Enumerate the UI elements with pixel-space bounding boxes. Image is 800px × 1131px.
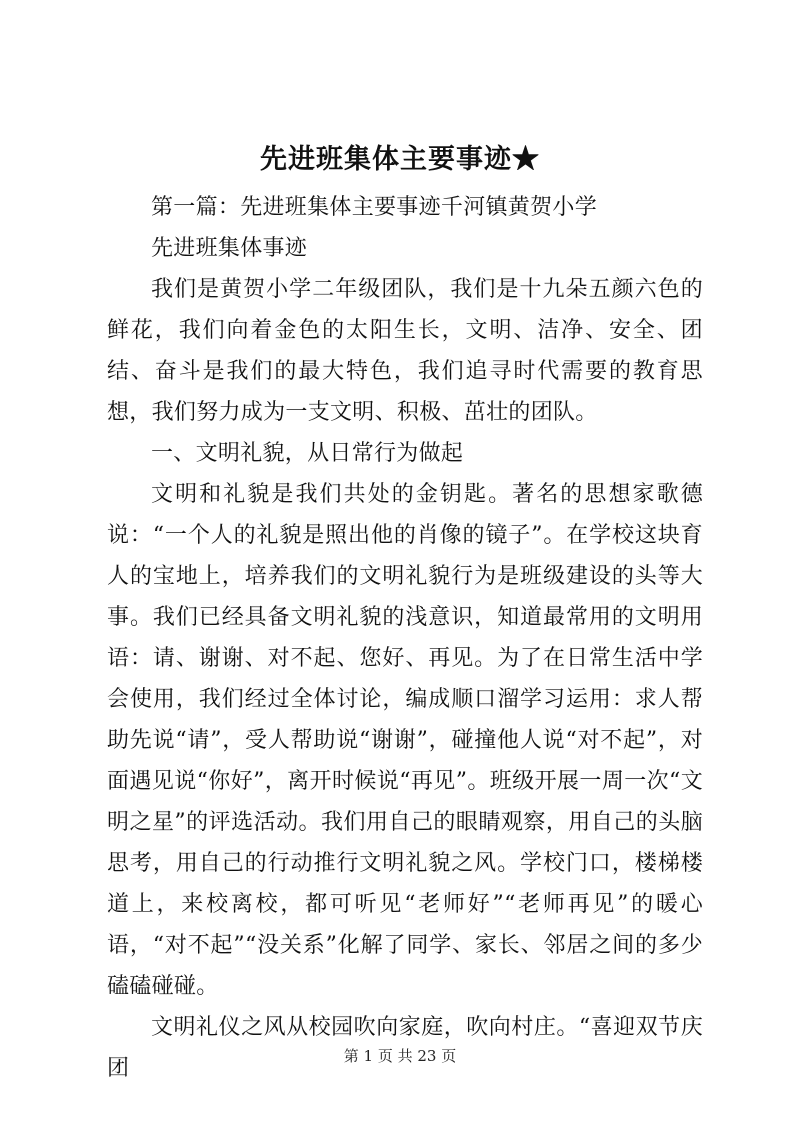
section-heading: 一、文明礼貌，从日常行为做起: [151, 441, 464, 466]
document-body: [107, 187, 703, 1089]
document-title: 先进班集体主要事迹★: [260, 144, 540, 175]
chapter-heading: 第一篇：先进班集体主要事迹千河镇黄贺小学: [151, 195, 598, 220]
intro-paragraph: 我们是黄贺小学二年级团队，我们是十九朵五颜六色的鲜花，我们向着金色的太阳生长，文明、洁净、安全、团结、奋斗是我们的最大特色，我们追寻时代需要的教育思想，我们努力成为一支文明、积极、茁壮的团队。: [107, 277, 703, 425]
body-paragraph: 文明和礼貌是我们共处的金钥匙。著名的思想家歌德说：“一个人的礼貌是照出他的肖像的镜子”。在学校这块育人的宝地上，培养我们的文明礼貌行为是班级建设的头等大事。我们已经具备文明礼貌的浅意识，知道最常用的文明用语：请、谢谢、对不起、您好、再见。为了在日常生活中学会使用，我们经过全体讨论，编成顺口溜学习运用：求人帮助先说“请”，受人帮助说“谢谢”，碰撞他人说“对不起”，对面遇见说“你好”，离开时候说“再见”。班级开展一周一次“文明之星”的评选活动。我们用自己的眼睛观察，用自己的头脑思考，用自己的行动推行文明礼貌之风。学校门口，楼梯楼道上，来校离校，都可听见“老师好”“老师再见”的暖心语，“对不起”“没关系”化解了同学、家长、邻居之间的多少磕磕碰碰。: [107, 482, 703, 999]
section-subtitle: 先进班集体事迹: [151, 236, 308, 261]
body-paragraph-continued: 文明礼仪之风从校园吹向家庭，吹向村庄。“喜迎双节庆团: [107, 1015, 703, 1081]
page-number-footer: 第 1 页 共 23 页: [343, 1047, 457, 1065]
